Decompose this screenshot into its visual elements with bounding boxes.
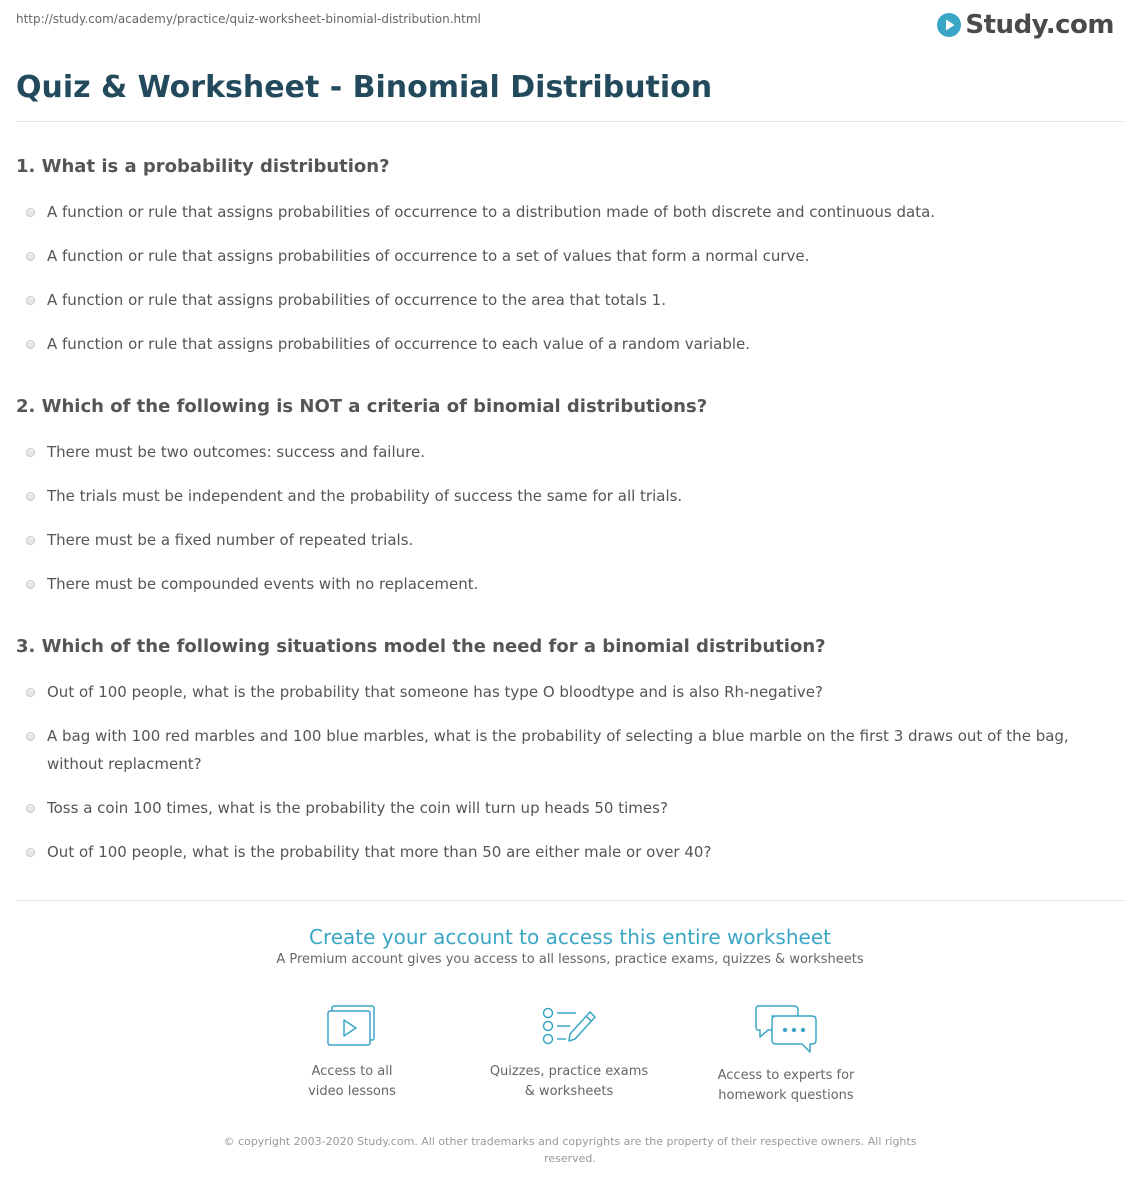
chat-bubbles-icon <box>754 1004 818 1054</box>
answer-choice[interactable] <box>16 678 1124 706</box>
feature-list <box>0 1004 1140 1114</box>
answer-list <box>16 198 1124 358</box>
radio-icon[interactable] <box>26 492 35 501</box>
copyright-notice: © copyright 2003-2020 Study.com. All other trademarks and copyrights are the property of their respective owners. All rights reserved. <box>223 1135 917 1165</box>
answer-choice[interactable] <box>16 794 1124 822</box>
radio-icon[interactable] <box>26 252 35 261</box>
question-text: 1. What is a probability distribution? <box>16 156 390 177</box>
radio-icon[interactable] <box>26 804 35 813</box>
answer-text: Out of 100 people, what is the probability that more than 50 are either male or over 40? <box>47 843 712 861</box>
answer-choice[interactable] <box>16 438 1124 466</box>
answer-text: There must be compounded events with no replacement. <box>47 575 479 593</box>
answer-choice[interactable] <box>16 570 1124 598</box>
answer-text: A function or rule that assigns probabilities of occurrence to the area that totals 1. <box>47 291 666 309</box>
answer-text: Out of 100 people, what is the probability that someone has type O bloodtype and is also Rh-negative? <box>47 683 824 701</box>
radio-icon[interactable] <box>26 732 35 741</box>
feature-label: Access to all video lessons <box>308 1064 396 1099</box>
quiz-checklist-icon <box>540 1004 598 1050</box>
answer-choice[interactable] <box>16 722 1124 778</box>
premium-cta <box>0 924 1140 967</box>
logo-text: Study.com <box>965 10 1114 40</box>
feature-experts <box>686 1004 886 1106</box>
answer-text: A function or rule that assigns probabilities of occurrence to each value of a random variable. <box>47 335 751 353</box>
answer-text: A bag with 100 red marbles and 100 blue marbles, what is the probability of selecting a blue marble on the first 3 draws out of the bag, without replacment? <box>47 727 1069 773</box>
feature-video-lessons <box>252 1004 452 1102</box>
radio-icon[interactable] <box>26 296 35 305</box>
radio-icon[interactable] <box>26 340 35 349</box>
answer-choice[interactable] <box>16 482 1124 510</box>
question-text: 3. Which of the following situations model the need for a binomial distribution? <box>16 636 826 657</box>
radio-icon[interactable] <box>26 848 35 857</box>
question-3 <box>16 635 1124 882</box>
feature-label: Quizzes, practice exams & worksheets <box>489 1064 649 1099</box>
question-text: 2. Which of the following is NOT a criteria of binomial distributions? <box>16 396 708 417</box>
answer-list <box>16 678 1124 866</box>
answer-text: Toss a coin 100 times, what is the probability the coin will turn up heads 50 times? <box>47 799 668 817</box>
answer-choice[interactable] <box>16 526 1124 554</box>
answer-choice[interactable] <box>16 330 1124 358</box>
radio-icon[interactable] <box>26 448 35 457</box>
page-title: Quiz & Worksheet - Binomial Distribution <box>16 70 713 105</box>
answer-choice[interactable] <box>16 198 1124 226</box>
radio-icon[interactable] <box>26 580 35 589</box>
study-logo[interactable] <box>936 8 1114 42</box>
answer-text: A function or rule that assigns probabilities of occurrence to a distribution made of both discrete and continuous data. <box>47 203 936 221</box>
radio-icon[interactable] <box>26 688 35 697</box>
answer-choice[interactable] <box>16 286 1124 314</box>
video-lessons-icon <box>326 1004 378 1050</box>
question-2 <box>16 395 1124 614</box>
cta-divider <box>16 900 1124 901</box>
cta-title[interactable]: Create your account to access this entire worksheet <box>309 925 831 949</box>
answer-text: There must be two outcomes: success and failure. <box>47 443 425 461</box>
answer-list <box>16 438 1124 598</box>
feature-quizzes <box>469 1004 669 1102</box>
answer-text: The trials must be independent and the probability of success the same for all trials. <box>47 487 683 505</box>
answer-text: A function or rule that assigns probabilities of occurrence to a set of values that form a normal curve. <box>47 247 810 265</box>
play-circle-icon <box>936 12 962 38</box>
page-url: http://study.com/academy/practice/quiz-worksheet-binomial-distribution.html <box>16 12 481 26</box>
title-divider <box>16 121 1124 122</box>
cta-subtitle: A Premium account gives you access to all lessons, practice exams, quizzes & worksheets <box>276 952 864 967</box>
radio-icon[interactable] <box>26 208 35 217</box>
answer-text: There must be a fixed number of repeated trials. <box>47 531 414 549</box>
answer-choice[interactable] <box>16 838 1124 866</box>
feature-label: Access to experts for homework questions <box>717 1068 855 1103</box>
answer-choice[interactable] <box>16 242 1124 270</box>
question-1 <box>16 155 1124 374</box>
radio-icon[interactable] <box>26 536 35 545</box>
